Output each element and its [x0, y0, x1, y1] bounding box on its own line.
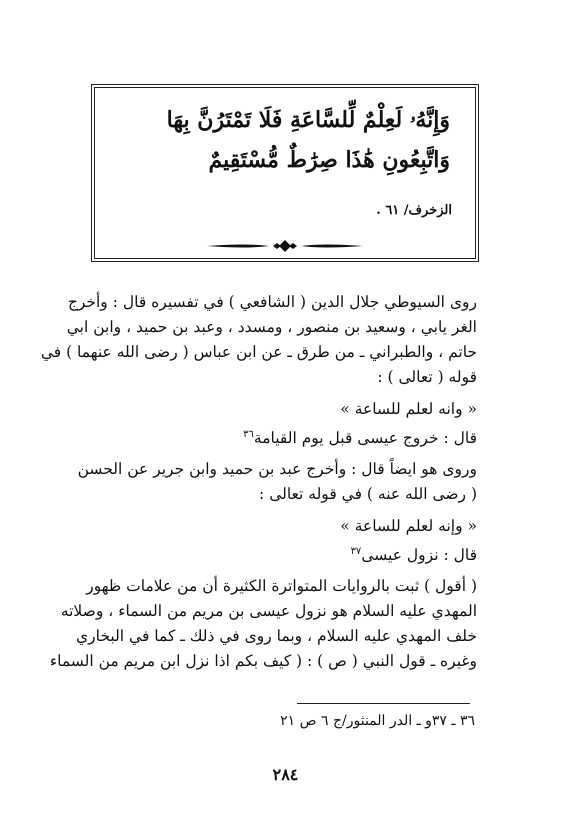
- answer-text-2: قال : نزول عيسى: [361, 546, 477, 565]
- footnote-marker-37: ٣٧: [350, 546, 362, 558]
- ornament-divider: [207, 239, 363, 253]
- text-line: قوله ( تعالى ) :: [377, 368, 477, 386]
- verse-reference: الزخرف/ ٦١ .: [376, 203, 452, 218]
- text-line: وروى هو ايضاً قال : وأخرج عبد بن حميد وابن جرير عن الحسن: [77, 460, 477, 479]
- paragraph-3: [49, 574, 477, 674]
- quran-verse-box: [91, 84, 479, 262]
- answer-text-1: قال : خروج عيسى قبل يوم القيامة: [253, 429, 477, 448]
- text-line: ( رضى الله عنه ) في قوله تعالى :: [259, 485, 477, 504]
- verse-line-2: وَاتَّبِعُونِ هَٰذَا صِرَٰطٌ مُّسْتَقِيمٌ: [208, 147, 450, 173]
- page-number: ٢٨٤: [272, 765, 299, 784]
- body-text: [40, 290, 477, 674]
- quote-line-1: « وانه لعلم للساعة »: [340, 400, 477, 418]
- footnote-divider: [297, 703, 470, 704]
- text-line: روى السيوطي جلال الدين ( الشافعي ) في تفسيره قال : وأخرج: [67, 293, 477, 311]
- text-line: خلف المهدي عليه السلام ، وبما روى في ذلك ـ كما في البخاري: [76, 627, 477, 646]
- answer-line-2: [85, 539, 477, 568]
- text-line: المهدي عليه السلام هو نزول عيسى بن مريم من السماء ، وصلاته: [60, 602, 477, 621]
- text-line: الغر يابي ، وسعيد بن منصور ، ومسدد ، وعبد بن حميد ، وابن ابي: [66, 318, 477, 336]
- footnote-marker-36: ٣٦: [243, 429, 254, 440]
- paragraph-2: [77, 457, 477, 507]
- verse-line-1: وَإِنَّهُۥ لَعِلْمٌ لِّلسَّاعَةِ فَلَا تَمْتَرُنَّ بِهَا: [166, 107, 450, 133]
- quote-line-2: « وإنه لعلم للساعة »: [340, 517, 477, 536]
- text-line: حاتم ، والطبراني ـ من طرق ـ عن ابن عباس ( رضى الله عنهما ) في: [40, 343, 477, 361]
- text-line: وغيره ـ قول النبي ( ص ) : ( كيف بكم اذا نزل ابن مريم من السماء: [49, 652, 477, 671]
- paragraph-1: [40, 290, 477, 390]
- footnote: ٣٦ ـ ٣٧و ـ الدر المنثور/ج ٦ ص ٢١: [280, 713, 475, 729]
- text-line: ( أقول ) ثبت بالروايات المتواترة الكثيرة أن من علامات ظهور: [86, 577, 477, 596]
- answer-line-1: [85, 422, 477, 451]
